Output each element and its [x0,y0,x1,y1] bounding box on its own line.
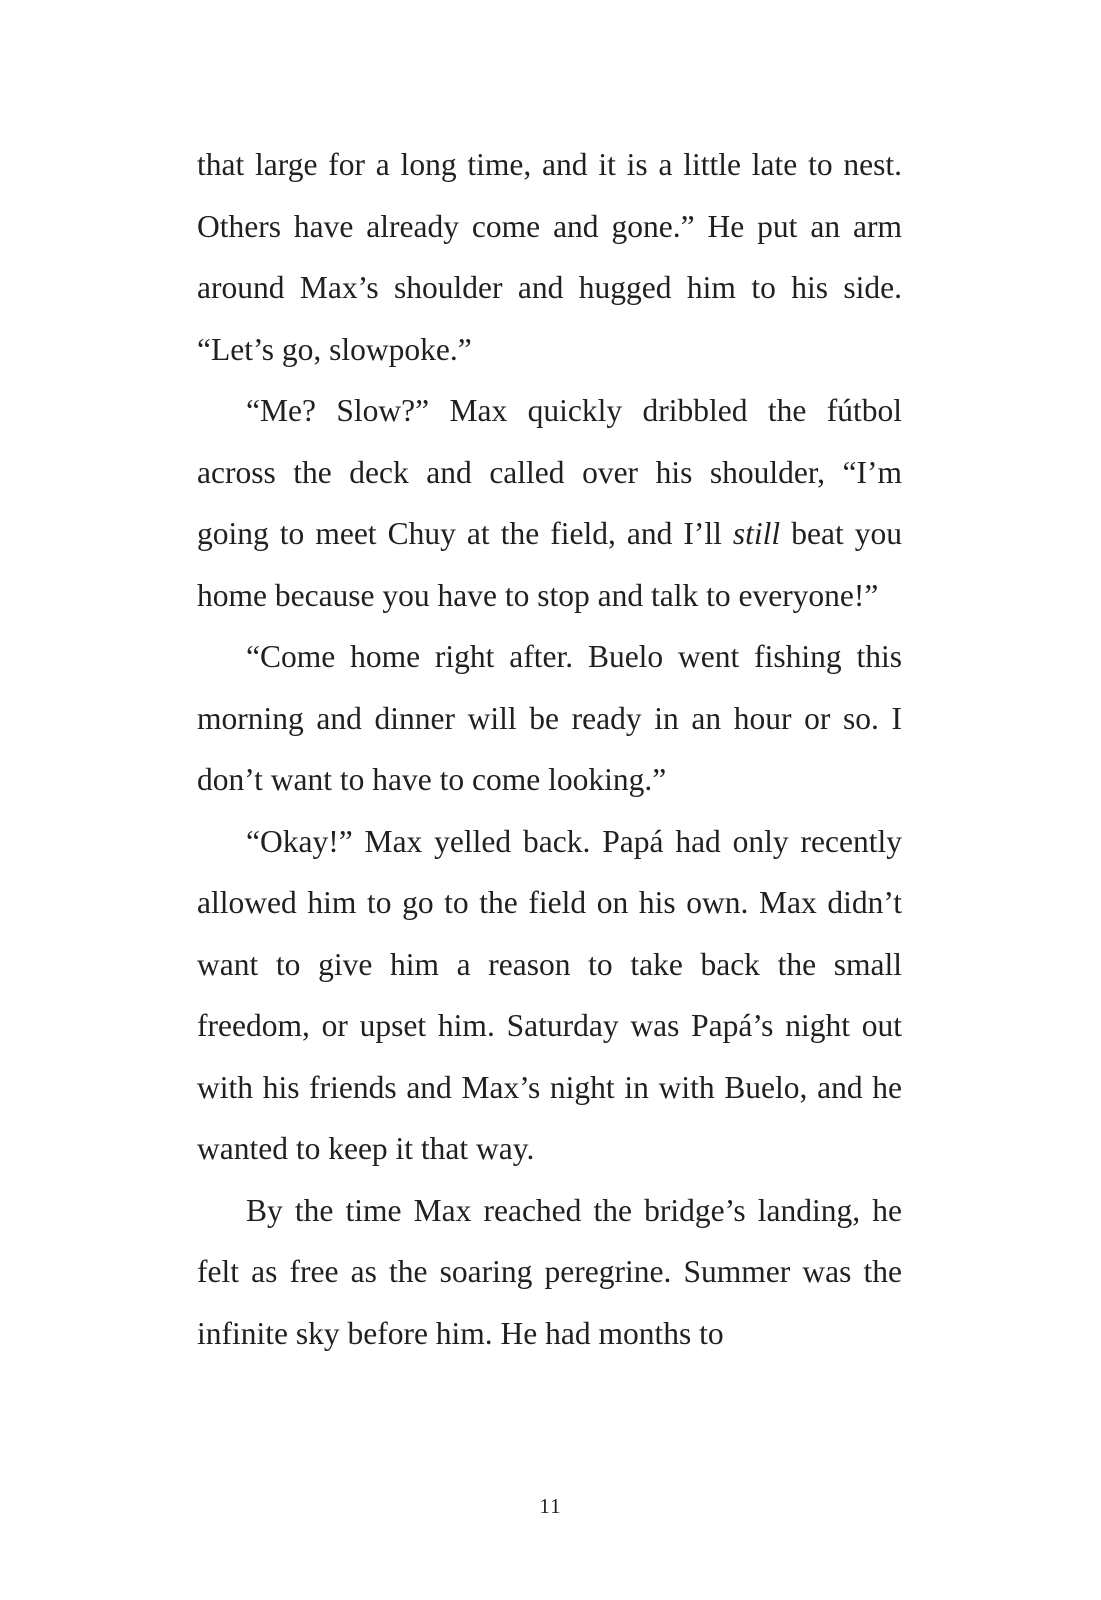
paragraph-1: that large for a long time, and it is a little late to nest. Others have already come and gone.” He put an arm around Max’s shoulder and hugged him to his side. “Let’s go, slowpoke.” [197,147,902,367]
body-text [197,134,902,1364]
paragraph-4: “Okay!” Max yelled back. Papá had only recently allowed him to go to the field on his own. Max didn’t want to give him a reason to take back the small freedom, or upset him. Saturday was Papá’s night out with his friends and Max’s night in with Buelo, and he wanted to keep it that way. [197,823,902,1166]
paragraph-2 [197,380,902,626]
paragraph-2-text-before: “Me? Slow?” Max quickly dribbled the fútbol across the deck and called over his shoulder, “I’m going to meet Chuy at the field, and I’ll [197,393,902,551]
paragraph-2-italic-word: still [732,516,781,551]
paragraph-2-text-after: beat you home because you have to stop and talk to everyone!” [197,516,902,613]
page-number: 11 [539,1494,562,1518]
paragraph-5: By the time Max reached the bridge’s landing, he felt as free as the soaring peregrine. Summer was the infinite sky before him. He had months to [197,1192,902,1351]
paragraph-3: “Come home right after. Buelo went fishing this morning and dinner will be ready in an hour or so. I don’t want to have to come looking.” [197,639,902,797]
